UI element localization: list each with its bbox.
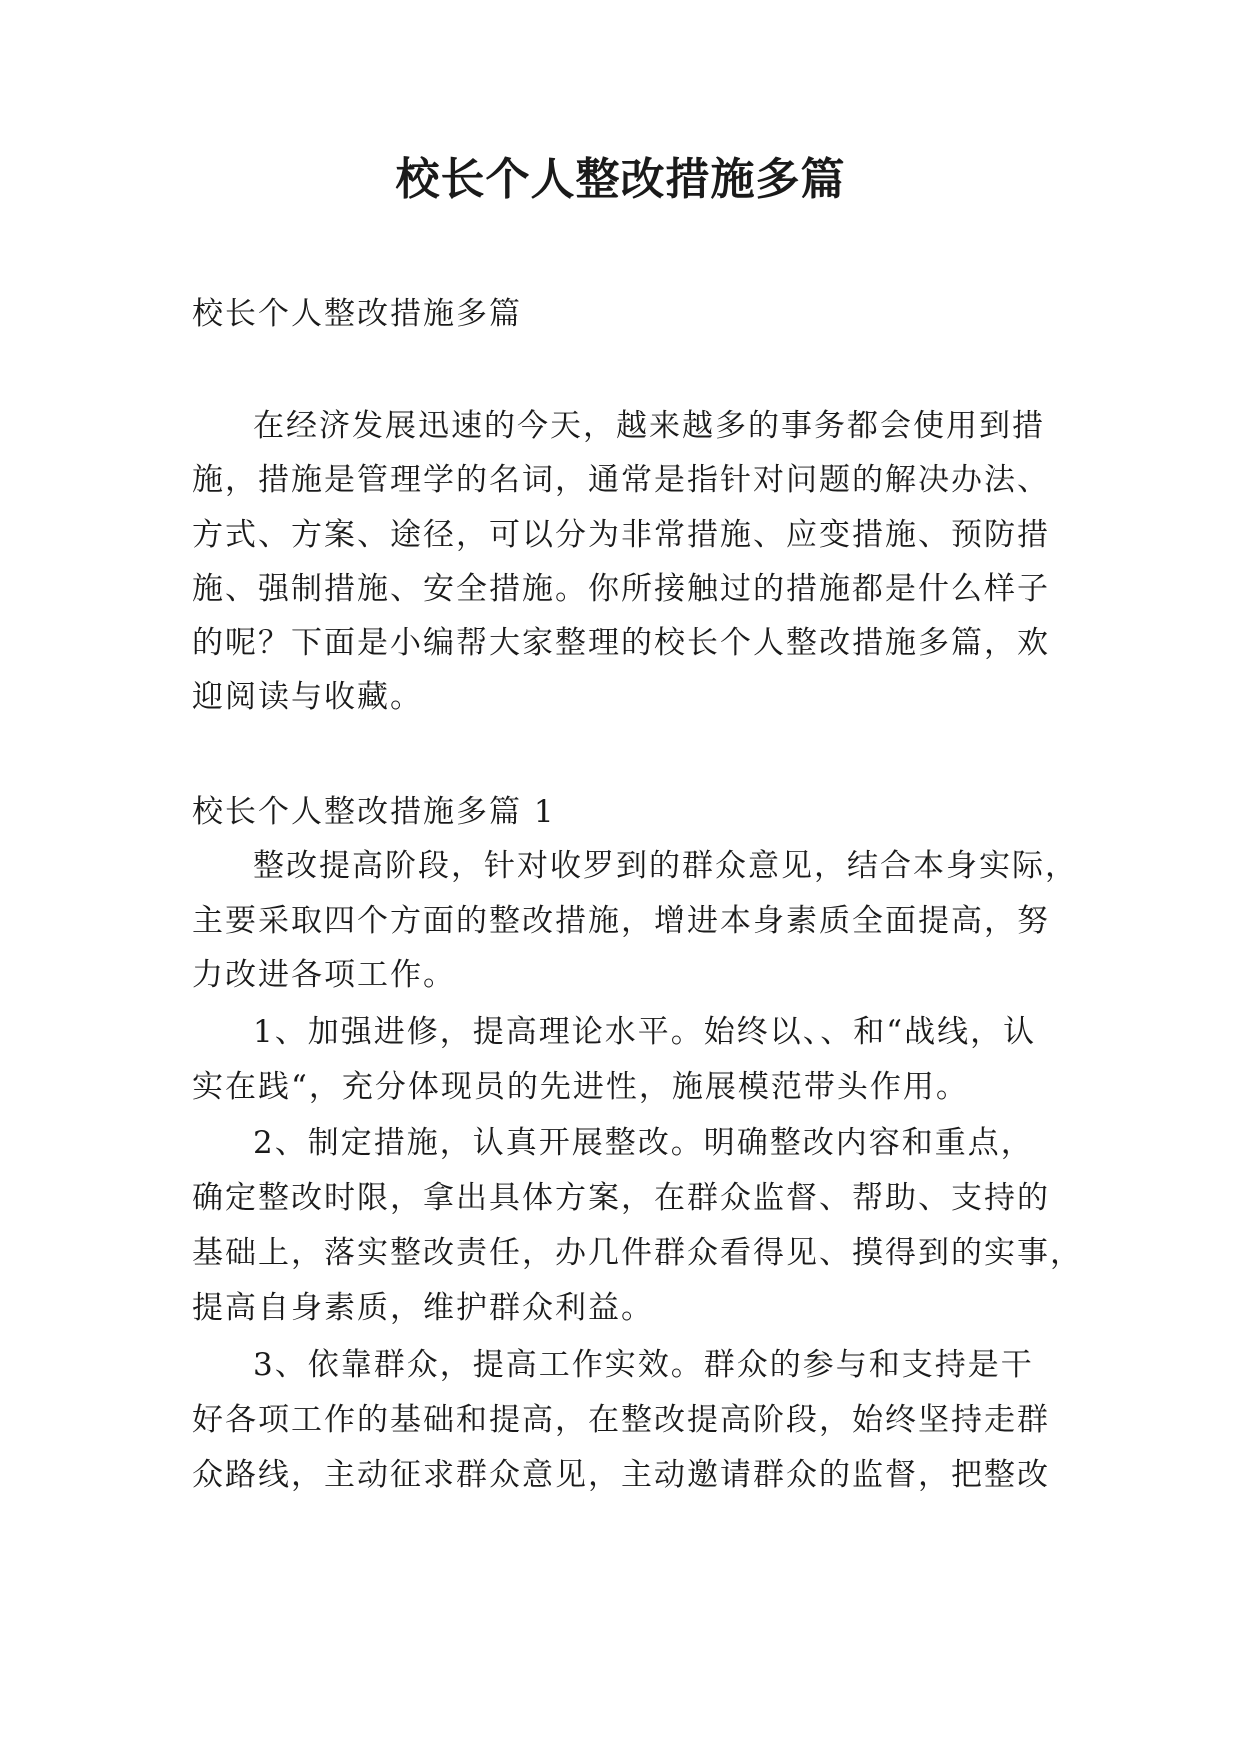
- document-subtitle: 校长个人整改措施多篇: [192, 296, 522, 332]
- body-line: 主要采取四个方面的整改措施，增进本身素质全面提高，努: [192, 903, 1050, 939]
- body-line: 整改提高阶段，针对收罗到的群众意见，结合本身实际，: [253, 848, 1078, 884]
- body-line: 众路线，主动征求群众意见，主动邀请群众的监督，把整改: [192, 1457, 1050, 1493]
- intro-line: 施，措施是管理学的名词，通常是指针对问题的解决办法、: [192, 462, 1050, 498]
- body-line: 3、依靠群众，提高工作实效。群众的参与和支持是干: [253, 1347, 1034, 1383]
- section-heading: 校长个人整改措施多篇 1: [192, 794, 556, 830]
- intro-line: 迎阅读与收藏。: [192, 679, 423, 715]
- body-line: 基础上，落实整改责任，办几件群众看得见、摸得到的实事，: [192, 1235, 1083, 1271]
- body-line: 好各项工作的基础和提高，在整改提高阶段，始终坚持走群: [192, 1402, 1050, 1438]
- intro-line: 的呢？下面是小编帮大家整理的校长个人整改措施多篇，欢: [192, 625, 1050, 661]
- body-line: 提高自身素质，维护群众利益。: [192, 1290, 654, 1326]
- body-line: 确定整改时限，拿出具体方案，在群众监督、帮助、支持的: [192, 1180, 1050, 1216]
- intro-line: 在经济发展迅速的今天，越来越多的事务都会使用到措: [253, 408, 1045, 444]
- body-line: 1、加强进修，提高理论水平。始终以、、和“战线，认: [253, 1014, 1037, 1050]
- document-title: 校长个人整改措施多篇: [395, 154, 846, 205]
- body-line: 实在践“，充分体现员的先进性，施展模范带头作用。: [192, 1069, 969, 1105]
- intro-line: 施、强制措施、安全措施。你所接触过的措施都是什么样子: [192, 571, 1050, 607]
- intro-line: 方式、方案、途径，可以分为非常措施、应变措施、预防措: [192, 517, 1050, 553]
- body-line: 力改进各项工作。: [192, 957, 456, 993]
- body-line: 2、制定措施，认真开展整改。明确整改内容和重点，: [253, 1125, 1034, 1161]
